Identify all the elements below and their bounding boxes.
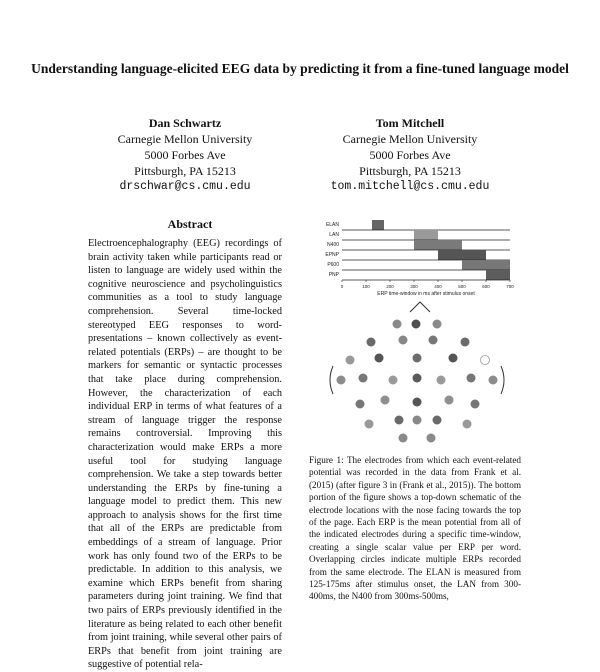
author-name: Tom Mitchell <box>375 116 445 130</box>
electrode <box>381 396 390 405</box>
author-affiliation: Carnegie Mellon University <box>342 132 478 146</box>
electrode <box>395 416 404 425</box>
erp-bar <box>372 220 384 230</box>
erp-bar <box>414 240 462 250</box>
electrode <box>365 420 374 429</box>
row-label: ELAN <box>325 222 339 228</box>
x-tick-label: 100 <box>362 284 370 289</box>
electrode <box>413 416 422 425</box>
electrode <box>413 354 422 363</box>
erp-bar <box>462 260 510 270</box>
electrode <box>467 374 476 383</box>
electrode <box>471 400 480 409</box>
nose-marker <box>410 302 430 312</box>
x-tick-label: 300 <box>410 284 418 289</box>
x-tick-label: 500 <box>458 284 466 289</box>
electrode <box>449 354 458 363</box>
x-tick-label: 200 <box>386 284 394 289</box>
electrode <box>433 320 442 329</box>
electrode <box>375 354 384 363</box>
erp-bar <box>486 270 510 280</box>
author-address: 5000 Forbes Ave <box>144 148 226 162</box>
electrode <box>367 338 376 347</box>
erp-timeline-chart <box>312 212 520 302</box>
row-label: EPNP <box>325 252 339 258</box>
author-email[interactable]: drschwar@cs.cmu.edu <box>119 180 251 193</box>
electrode <box>359 374 368 383</box>
right-ear-bracket <box>501 366 504 394</box>
row-label: PNP <box>328 272 339 278</box>
x-tick-label: 0 <box>340 284 344 289</box>
electrode <box>337 376 346 385</box>
electrode <box>413 374 422 383</box>
electrode-group <box>337 320 498 443</box>
electrode <box>433 416 442 425</box>
erp-bar <box>414 230 438 240</box>
author-affiliation: Carnegie Mellon University <box>117 132 253 146</box>
electrode <box>481 356 490 365</box>
electrode <box>437 376 446 385</box>
author-email[interactable]: tom.mitchell@cs.cmu.edu <box>330 180 490 193</box>
electrode <box>356 400 365 409</box>
electrode <box>399 336 408 345</box>
x-axis-label: ERP time-window in ms after stimulus onset <box>377 291 475 297</box>
row-label: P600 <box>327 262 339 268</box>
author-block-1 <box>85 115 285 195</box>
abstract-heading: Abstract <box>167 217 213 231</box>
electrode <box>461 338 470 347</box>
x-tick-label: 400 <box>434 284 442 289</box>
electrode <box>427 434 436 443</box>
erp-bar <box>438 250 486 260</box>
abstract-body: Electroencephalography (EEG) recordings of brain activity taken while participants read or listen to language are widely used within the cognitive neuroscience and psycholinguistics communities as a tool to study language comprehension. Several time-locked stereotyped EEG responses to word-presentations – known collectively as event-related potentials (ERPs) – are thought to be markers for semantic or syntactic processes that take place during comprehension. However, the characterization of each individual ERP in terms of what features of a stream of language trigger the response remains controversial. Improving this characterization would make ERPs a more useful tool for studying language comprehension. We take a step towards better understanding the ERPs by fine-tuning a language model to predict them. This new approach to analysis shows for the first time that all of the ERPs are predictable from embeddings of a stream of language. Prior work has only found two of the ERPs to be predictable. In addition to this analysis, we examine which ERPs benefit from sharing parameters during joint training. We find that two pairs of ERPs previously identified in the literature as being related to each other benefit from joint training, while several other pairs of ERPs that benefit from joint training are suggestive of potential rela- <box>88 238 282 671</box>
electrode <box>413 398 422 407</box>
electrode <box>412 320 421 329</box>
x-tick-label: 700 <box>506 284 514 289</box>
author-city: Pittsburgh, PA 15213 <box>134 164 236 178</box>
electrode <box>429 336 438 345</box>
electrode <box>445 396 454 405</box>
author-name: Dan Schwartz <box>148 116 222 130</box>
author-address: 5000 Forbes Ave <box>369 148 451 162</box>
electrode <box>463 420 472 429</box>
electrode <box>346 356 355 365</box>
author-block-2 <box>300 115 520 195</box>
figure-caption: Figure 1: The electrodes from which each event-related potential was recorded in the data from Frank et al. (2015) (after figure 3 in (Frank et al., 2015)). The bottom portion of the figure shows a top-down schematic of the electrode locations with the nose facing towards the top of the page. Each ERP is the mean potential from all of the indicated electrodes during a specific time-window, creating a single scalar value per ERP per word. Overlapping circles indicate multiple ERPs recorded from the same electrode. The ELAN is measured from 125-175ms after stimulus onset, the LAN from 300-400ms, the N400 from 300ms-500ms, <box>309 455 521 602</box>
electrode <box>399 434 408 443</box>
electrode <box>489 376 498 385</box>
electrode <box>389 376 398 385</box>
x-tick-label: 600 <box>482 284 490 289</box>
electrode <box>393 320 402 329</box>
paper-title: Understanding language-elicited EEG data by predicting it from a fine-tuned language model <box>31 61 569 76</box>
row-label: LAN <box>329 232 339 238</box>
author-city: Pittsburgh, PA 15213 <box>359 164 461 178</box>
electrode-schematic <box>325 300 510 450</box>
left-ear-bracket <box>330 366 333 394</box>
row-label: N400 <box>327 242 339 248</box>
